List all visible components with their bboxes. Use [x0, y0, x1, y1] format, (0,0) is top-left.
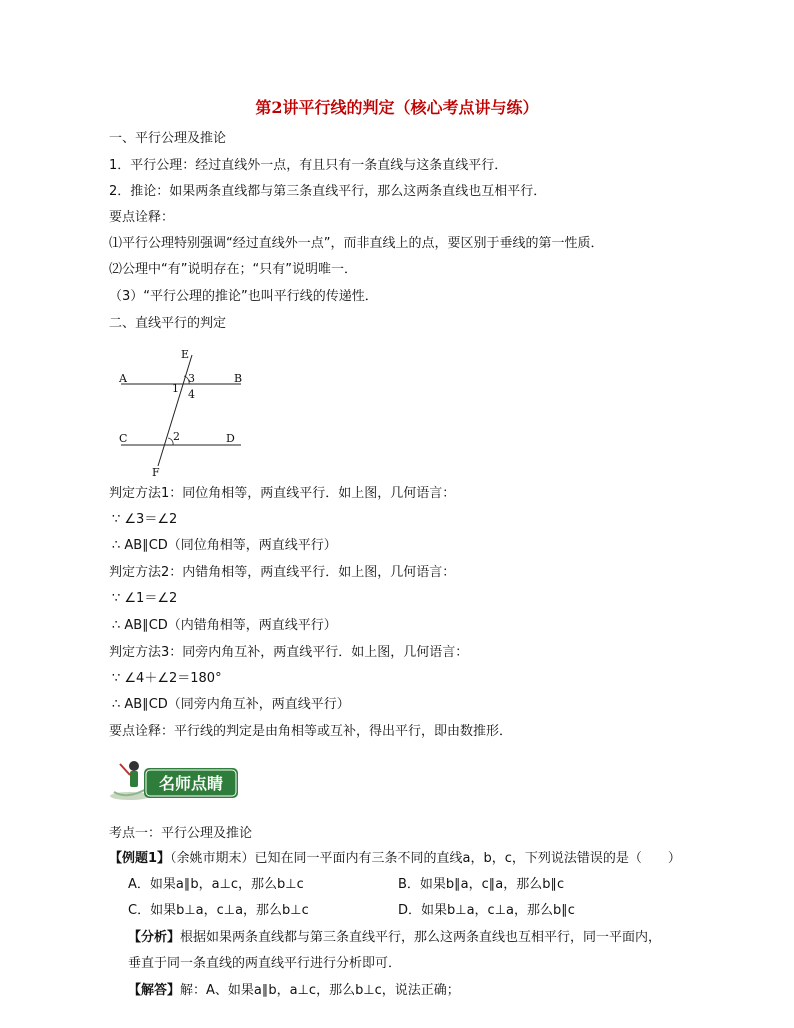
- method-3-conclusion: ∴ AB∥CD（同旁内角互补，两直线平行）: [112, 697, 350, 712]
- transversal-ef: [158, 355, 192, 466]
- note-1: ⑴平行公理特别强调“经过直线外一点”，而非直线上的点，要区别于垂线的第一性质．: [109, 236, 604, 251]
- parallel-axiom: 1．平行公理：经过直线外一点，有且只有一条直线与这条直线平行．: [109, 158, 508, 173]
- label-b: B: [234, 372, 243, 385]
- option-a: A．如果a∥b，a⊥c，那么b⊥c: [128, 877, 304, 892]
- page-title: 第2讲平行线的判定（核心考点讲与练）: [255, 98, 539, 117]
- answer-label: 【解答】: [128, 983, 181, 998]
- note-2: ⑵公理中“有”说明存在；“只有”说明唯一．: [109, 262, 357, 277]
- label-a: A: [119, 372, 127, 385]
- analysis-label: 【分析】: [128, 930, 181, 945]
- label-angle-4: 4: [188, 388, 195, 401]
- label-c: C: [119, 432, 128, 445]
- method-1: 判定方法1：同位角相等，两直线平行．如上图，几何语言：: [109, 486, 456, 501]
- parallel-lines-figure: [113, 346, 253, 481]
- label-e: E: [181, 348, 190, 361]
- method-2-conclusion: ∴ AB∥CD（内错角相等，两直线平行）: [112, 618, 337, 633]
- teacher-tips-banner: [108, 752, 240, 802]
- method-3: 判定方法3：同旁内角互补，两直线平行．如上图，几何语言：: [109, 645, 469, 660]
- example-text: （余姚市期末）已知在同一平面内有三条不同的直线a，b，c，下列说法错误的是（ ）: [170, 851, 681, 866]
- analysis: [128, 930, 661, 946]
- method-2: 判定方法2：内错角相等，两直线平行．如上图，几何语言：: [109, 565, 456, 580]
- example-1: [109, 851, 681, 867]
- analysis-text: 根据如果两条直线都与第三条直线平行，那么这两条直线也互相平行，同一平面内，: [180, 930, 662, 945]
- label-angle-2: 2: [173, 430, 180, 443]
- banner-text: 名师点睛: [158, 774, 224, 793]
- note-3: （3）“平行公理的推论”也叫平行线的传递性．: [109, 289, 378, 304]
- label-angle-3: 3: [188, 372, 195, 385]
- option-c: C．如果b⊥a，c⊥a，那么b⊥c: [128, 903, 309, 918]
- method-1-conclusion: ∴ AB∥CD（同位角相等，两直线平行）: [112, 538, 337, 553]
- method-3-given: ∵ ∠4＋∠2＝180°: [112, 671, 222, 686]
- option-b: B．如果b∥a，c∥a，那么b∥c: [398, 877, 565, 892]
- method-1-given: ∵ ∠3＝∠2: [112, 512, 178, 527]
- section1-heading: 一、平行公理及推论: [109, 131, 227, 146]
- summary-note: 要点诠释：平行线的判定是由角相等或互补，得出平行，即由数推形．: [109, 724, 513, 739]
- notes-label: 要点诠释：: [109, 210, 175, 225]
- label-f: F: [152, 466, 160, 479]
- label-d: D: [226, 432, 235, 445]
- kaodian-heading: 考点一：平行公理及推论: [109, 826, 253, 841]
- label-angle-1: 1: [172, 382, 179, 395]
- method-2-given: ∵ ∠1＝∠2: [112, 591, 178, 606]
- answer-text: 解：A、如果a∥b，a⊥c，那么b⊥c，说法正确；: [180, 983, 460, 998]
- example-label: 【例题1】: [109, 851, 171, 866]
- answer: [128, 983, 460, 999]
- section2-heading: 二、直线平行的判定: [109, 316, 227, 331]
- parallel-corollary: 2．推论：如果两条直线都与第三条直线平行，那么这两条直线也互相平行．: [109, 184, 547, 199]
- option-d: D．如果b⊥a，c⊥a，那么b∥c: [398, 903, 575, 918]
- teacher-figure-icon: [129, 761, 139, 771]
- analysis-continued: 垂直于同一条直线的两直线平行进行分析即可．: [128, 956, 402, 971]
